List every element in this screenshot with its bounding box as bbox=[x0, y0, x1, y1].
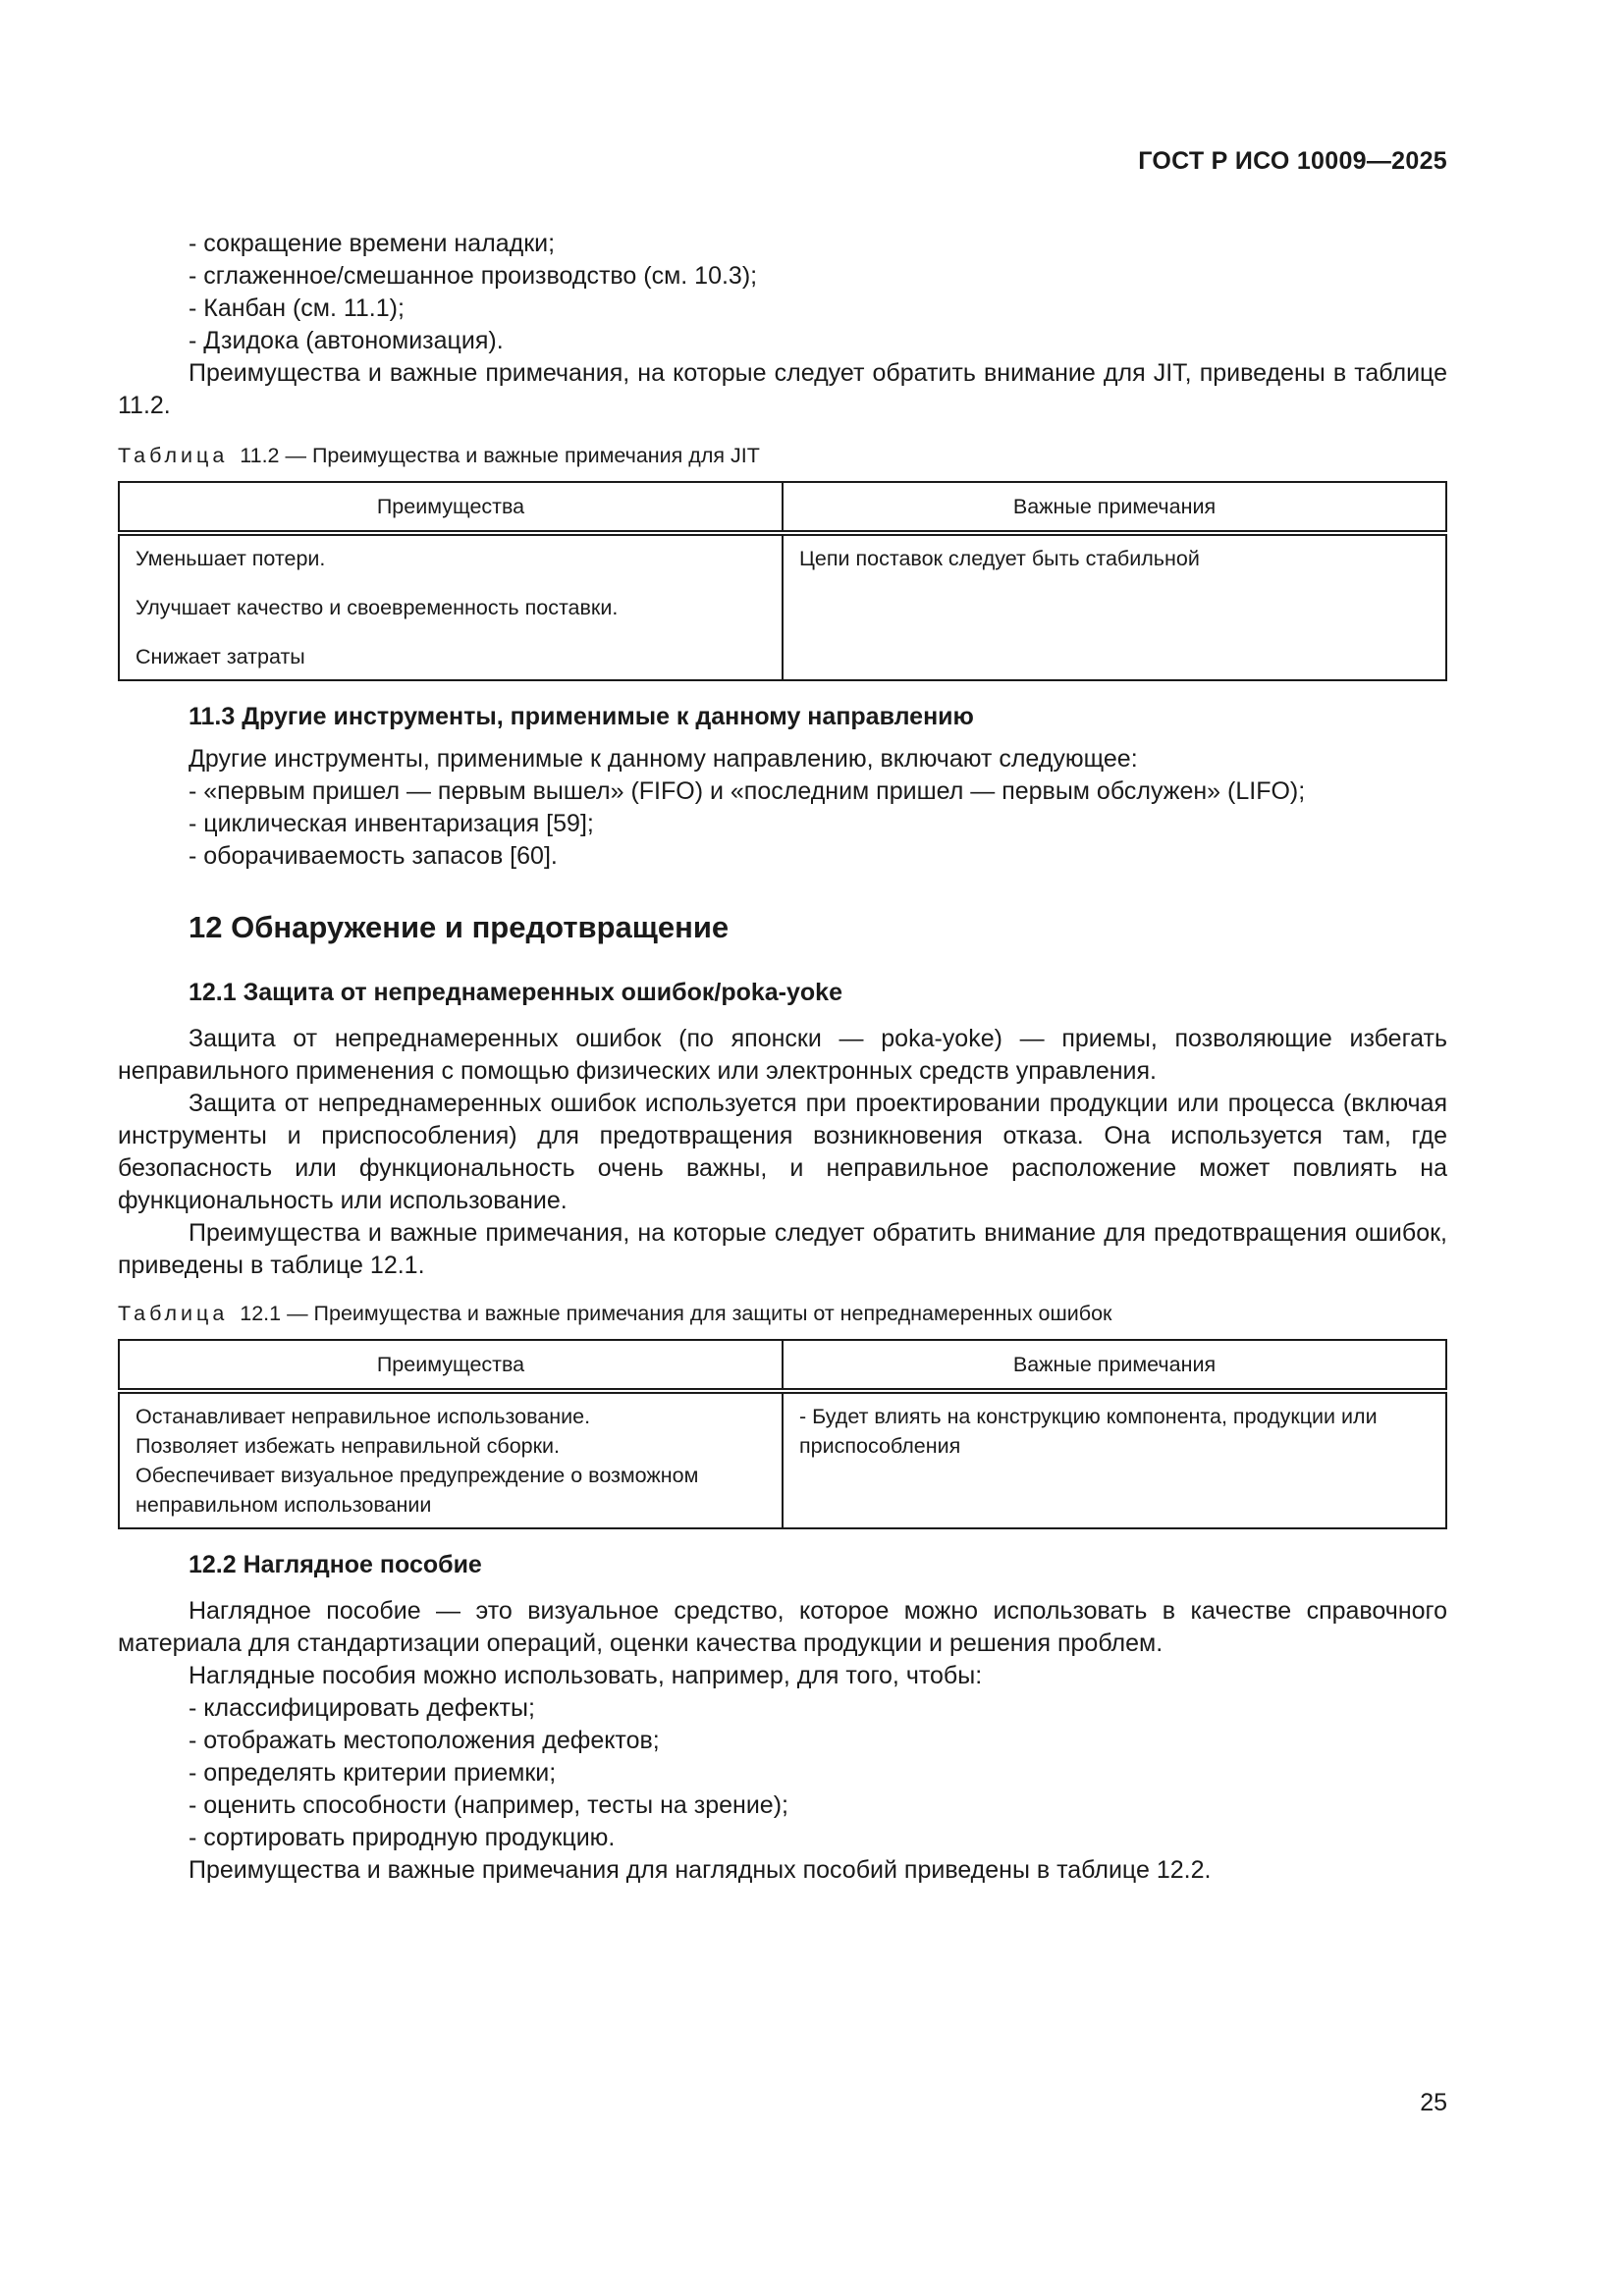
cell-line: Улучшает качество и своевременность поставки. bbox=[135, 596, 619, 619]
caption-prefix: Таблица bbox=[118, 1302, 229, 1325]
section-11-3-title: 11.3 Другие инструменты, применимые к данному направлению bbox=[189, 703, 974, 730]
list-item: - «первым пришел — первым вышел» (FIFO) и «последним пришел — первым обслужен» (LIFO); bbox=[189, 777, 1306, 805]
paragraph: Преимущества и важные примечания для наглядных пособий приведены в таблице 12.2. bbox=[189, 1856, 1212, 1884]
list-item: - оценить способности (например, тесты на зрение); bbox=[189, 1791, 788, 1819]
paragraph: Наглядное пособие — это визуальное средство, которое можно использовать в качестве справочного материала для стандартизации операций, оценки качества продукции и решения проблем. bbox=[118, 1597, 1447, 1657]
caption-text: 12.1 — Преимущества и важные примечания для защиты от непреднамеренных ошибок bbox=[240, 1302, 1112, 1325]
table-12-1-caption bbox=[118, 1300, 1447, 1327]
table-12-1 bbox=[118, 1339, 1447, 1529]
paragraph: Защита от непреднамеренных ошибок (по японски — poka-yoke) — приемы, позволяющие избегать неправильного применения с помощью физических или электронных средств управления. bbox=[118, 1025, 1447, 1085]
page-content bbox=[118, 228, 1447, 1887]
intro-paragraph: Преимущества и важные примечания, на которые следует обратить внимание для JIT, приведены в таблице 11.2. bbox=[118, 359, 1447, 419]
section-11-3-lead: Другие инструменты, применимые к данному направлению, включают следующее: bbox=[189, 745, 1138, 773]
list-item: - отображать местоположения дефектов; bbox=[189, 1727, 660, 1754]
table-header-advantages: Преимущества bbox=[119, 1340, 783, 1391]
list-item: - определять критерии приемки; bbox=[189, 1759, 557, 1787]
document-code-header: ГОСТ Р ИСО 10009—2025 bbox=[1138, 147, 1447, 175]
list-item: - классифицировать дефекты; bbox=[189, 1694, 535, 1722]
caption-text: 11.2 — Преимущества и важные примечания для JIT bbox=[240, 444, 760, 467]
cell-line: Цепи поставок следует быть стабильной bbox=[799, 547, 1200, 570]
section-12-2-body bbox=[118, 1595, 1447, 1887]
table-11-2 bbox=[118, 481, 1447, 681]
intro-list bbox=[118, 228, 1447, 357]
list-item: - оборачиваемость запасов [60]. bbox=[189, 842, 558, 870]
table-header-notes: Важные примечания bbox=[783, 1340, 1446, 1391]
table-11-2-caption bbox=[118, 442, 1447, 469]
page-number: 25 bbox=[1420, 2089, 1447, 2116]
section-12-1-title: 12.1 Защита от непреднамеренных ошибок/poka-yoke bbox=[189, 979, 842, 1006]
table-cell-advantages bbox=[119, 533, 783, 680]
list-item: - сглаженное/смешанное производство (см. 10.3); bbox=[189, 262, 758, 290]
cell-line: Останавливает неправильное использование. bbox=[135, 1405, 591, 1428]
section-12-2-title: 12.2 Наглядное пособие bbox=[189, 1551, 482, 1578]
list-item: - Канбан (см. 11.1); bbox=[189, 294, 405, 322]
cell-line: Снижает затраты bbox=[135, 645, 305, 668]
section-11-3-body bbox=[118, 743, 1447, 873]
table-cell-notes bbox=[783, 533, 1446, 680]
list-item: - сокращение времени наладки; bbox=[189, 230, 556, 257]
table-cell-advantages bbox=[119, 1391, 783, 1528]
cell-line: Позволяет избежать неправильной сборки. bbox=[135, 1434, 560, 1458]
section-12-title: 12 Обнаружение и предотвращение bbox=[189, 910, 730, 944]
list-item: - сортировать природную продукцию. bbox=[189, 1824, 616, 1851]
section-12-1-body bbox=[118, 1023, 1447, 1282]
paragraph: Защита от непреднамеренных ошибок используется при проектировании продукции или процесса (включая инструменты и приспособления) для предотвращения возникновения отказа. Она используется там, где безопасность или функциональность очень важны, и неправильное расположение может повлиять на функциональность или использование. bbox=[118, 1090, 1447, 1214]
paragraph: Наглядные пособия можно использовать, например, для того, чтобы: bbox=[189, 1662, 983, 1689]
paragraph: Преимущества и важные примечания, на которые следует обратить внимание для предотвращения ошибок, приведены в таблице 12.1. bbox=[118, 1219, 1447, 1279]
list-item: - циклическая инвентаризация [59]; bbox=[189, 810, 594, 837]
cell-line: - Будет влиять на конструкцию компонента, продукции или приспособления bbox=[799, 1405, 1378, 1458]
table-cell-notes bbox=[783, 1391, 1446, 1528]
caption-prefix: Таблица bbox=[118, 444, 229, 467]
table-header-notes: Важные примечания bbox=[783, 482, 1446, 533]
cell-line: Уменьшает потери. bbox=[135, 547, 326, 570]
list-item: - Дзидока (автономизация). bbox=[189, 327, 504, 354]
cell-line: Обеспечивает визуальное предупреждение о возможном неправильном использовании bbox=[135, 1464, 699, 1517]
table-header-advantages: Преимущества bbox=[119, 482, 783, 533]
